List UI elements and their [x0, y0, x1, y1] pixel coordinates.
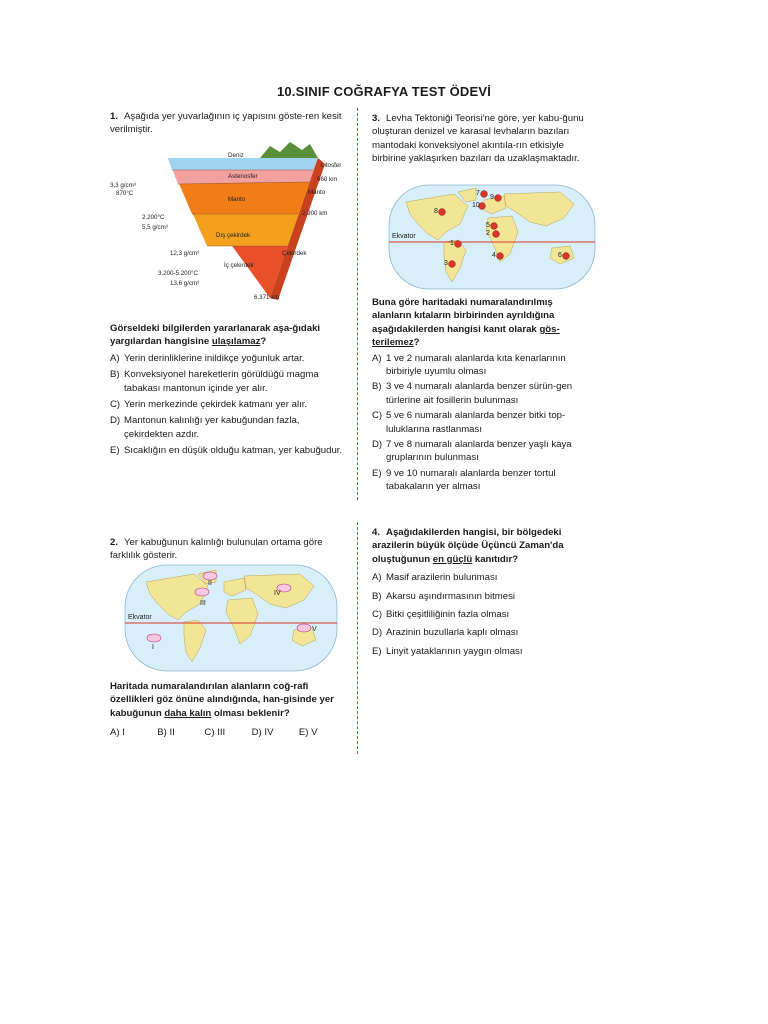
answer-option-letter: A)	[110, 352, 120, 364]
question-2-prompt: Haritada numaralandırılan alanların coğ-rafi özellikleri göz önüne alındığında, han-gisinde yer kabuğunun daha kalın olması beklenir?	[110, 681, 334, 719]
answer-option-text: 7 ve 8 numaralı alanlarda benzer yaşlı kaya gruplarının bulunması	[386, 439, 572, 464]
answer-option[interactable]	[372, 467, 594, 494]
map-number-2: 2	[486, 230, 490, 237]
answer-option-text: Yerin merkezinde çekirdek katmanı yer alır.	[124, 399, 308, 411]
question-3-body	[372, 296, 594, 494]
answer-option-letter: E)	[372, 467, 382, 479]
label-manto: Manto	[228, 196, 246, 203]
map-number-10: 10	[472, 202, 480, 209]
map-number-1: 1	[450, 240, 454, 247]
map-number-9: 9	[490, 194, 494, 201]
question-2-body	[110, 680, 346, 740]
label-manto-side: Manto	[308, 189, 326, 196]
label-temp-1: 870°C	[116, 190, 134, 197]
question-2-options	[110, 726, 346, 739]
answer-option-letter: C)	[372, 410, 383, 422]
answer-option-text: Konveksiyonel hareketlerin görüldüğü magma tabakası mantonun içinde yer alır.	[124, 369, 319, 394]
question-4	[372, 526, 594, 658]
answer-option-text: Linyit yataklarının yaygın olması	[386, 645, 523, 657]
answer-option-letter: D)	[372, 627, 383, 639]
answer-option[interactable]: C) III	[204, 727, 226, 739]
page-title: 10.SINIF COĞRAFYA TEST ÖDEVİ	[276, 84, 492, 99]
label-cekirdek: Çekirdek	[282, 250, 307, 257]
answer-option[interactable]	[372, 438, 594, 465]
map-label-v: V	[312, 626, 317, 633]
question-3-prompt: Buna göre haritadaki numaralandırılmış alanların kıtaların birbirinden ayrıldığına aşağıdakilerden hangisi kanıt olarak gös-terilemez?	[372, 297, 560, 349]
answer-option[interactable]	[110, 414, 348, 441]
answer-option[interactable]	[372, 571, 594, 584]
answer-option-letter: E)	[110, 445, 120, 457]
answer-option-text: Mantonun kalınlığı yer kabuğundan fazla, çekirdekten azdır.	[124, 415, 300, 440]
map-label-i: I	[152, 644, 154, 651]
answer-option[interactable]: B) II	[157, 727, 175, 739]
answer-option-letter: B)	[372, 381, 382, 393]
earth-layers-svg	[110, 138, 350, 304]
label-ic-cekirdek: İç çekirdek	[224, 262, 254, 269]
answer-option-letter: A)	[372, 352, 382, 364]
answer-option-letter: B)	[110, 369, 120, 381]
question-3	[372, 112, 594, 166]
label-density-1: 3,3 g/cm³	[110, 182, 136, 189]
answer-option-text: 3 ve 4 numaralı alanlarda benzer sürün-gen türlerine ait fosillerin bulunması	[386, 381, 573, 406]
question-number: 3.	[372, 113, 381, 124]
equator-label: Ekvator	[392, 233, 416, 240]
answer-option-text: 1 ve 2 numaralı alanlarda kıta kenarlarının birbiriyle uyumlu olması	[386, 352, 566, 378]
answer-option[interactable]	[372, 409, 594, 436]
answer-option-letter: A)	[372, 572, 382, 584]
map-label-iv: IV	[274, 590, 281, 597]
label-6371-km: 6.371 km	[254, 294, 280, 301]
question-2	[110, 536, 346, 563]
label-astenosfer: Astenosfer	[228, 173, 258, 180]
label-litosfer: Litosfer	[321, 162, 342, 169]
label-deniz: Deniz	[228, 152, 244, 159]
answer-option-text: 9 ve 10 numaralı alanlarda benzer tortul tabakaların yer alması	[386, 467, 556, 493]
label-dis-cekirdek: Dış çekirdek	[216, 232, 251, 239]
answer-option-text: Sıcaklığın en düşük olduğu katman, yer kabuğudur.	[124, 445, 343, 457]
crust-thickness-map	[124, 564, 338, 672]
question-1-prompt: Görseldeki bilgilerden yararlanarak aşa-ğıdaki yargılardan hangisine ulaşılamaz?	[110, 323, 321, 348]
plate-tectonics-map	[388, 184, 596, 290]
question-1-stem: 1. Aşağıda yer yuvarlağının iç yapısını göste-ren kesit verilmiştir.	[110, 111, 342, 136]
question-1	[110, 110, 346, 137]
equator-label: Ekvator	[128, 614, 152, 621]
answer-option-letter: D)	[110, 415, 121, 427]
answer-option-text: Yerin derinliklerine inildikçe yoğunluk artar.	[124, 352, 305, 364]
question-number: 1.	[110, 111, 119, 122]
question-2-stem: 2. Yer kabuğunun kalınlığı bulunulan ortama göre farklılık gösterir.	[110, 537, 323, 562]
answer-option-letter: D)	[372, 439, 383, 451]
question-1-body	[110, 322, 348, 458]
answer-option[interactable]: D) IV	[251, 727, 274, 739]
map-label-iii: III	[200, 600, 206, 607]
answer-option[interactable]	[372, 352, 594, 379]
question-3-options	[372, 352, 594, 494]
question-1-options	[110, 352, 348, 458]
world-map-svg	[124, 564, 338, 672]
label-660-km: 660 km	[317, 176, 338, 183]
question-3-stem: 3. Levha Tektoniği Teorisi'ne göre, yer kabu-ğunu oluşturan denizel ve karasal levhaların bazıları mantodaki konveksiyonel akıntıla-rın etkisiyle birbirine yaklaşırken bazıları da uzaklaşmaktadır.	[372, 113, 584, 165]
map-number-4: 4	[492, 252, 496, 259]
label-2900-km: 2.900 km	[302, 210, 328, 217]
answer-option[interactable]	[372, 380, 594, 407]
answer-option-text: 5 ve 6 numaralı alanlarda benzer bitki top-luluklarına rastlanması	[386, 410, 566, 435]
map-label-ii: II	[208, 580, 212, 587]
earth-cross-section-diagram	[110, 138, 350, 304]
map-number-6: 6	[558, 252, 562, 259]
map-number-7: 7	[476, 190, 480, 197]
answer-option-letter: C)	[372, 609, 383, 621]
answer-option-text: Masif arazilerin bulunması	[386, 572, 498, 584]
label-temp-2: 2.200°C	[142, 214, 165, 221]
answer-option[interactable]	[372, 608, 594, 621]
answer-option-letter: E)	[372, 645, 382, 657]
answer-option[interactable]	[110, 444, 348, 457]
answer-option-letter: B)	[372, 590, 382, 602]
question-number: 2.	[110, 537, 119, 548]
answer-option[interactable]: E) V	[298, 727, 318, 739]
answer-option[interactable]	[372, 645, 594, 658]
question-4-options	[372, 571, 594, 658]
map-number-5: 5	[486, 222, 490, 229]
answer-option[interactable]	[372, 590, 594, 603]
answer-option-letter: C)	[110, 399, 121, 411]
label-density-4: 13,6 g/cm³	[170, 280, 200, 287]
answer-option[interactable]: A) I	[110, 727, 125, 739]
label-density-2: 5,5 g/cm³	[142, 224, 168, 231]
answer-option-text: Arazinin buzullarla kaplı olması	[386, 627, 519, 639]
answer-option[interactable]	[110, 352, 348, 365]
column-divider-bottom	[357, 522, 358, 754]
label-density-3: 12,3 g/cm³	[170, 250, 200, 257]
question-4-stem: 4. Aşağıdakilerden hangisi, bir bölgedeki arazilerin büyük ölçüde Üçüncü Zaman'da oluştuğunun en güçlü kanıtıdır?	[372, 527, 564, 565]
label-temp-3: 3.200-5.200°C	[158, 270, 198, 277]
question-number: 4.	[372, 527, 381, 538]
answer-option-text: Bitki çeşitliliğinin fazla olması	[386, 609, 510, 621]
answer-option[interactable]	[110, 368, 348, 395]
column-divider-top	[357, 108, 358, 500]
answer-option[interactable]	[372, 626, 594, 639]
answer-option-text: Akarsu aşındırmasının bitmesi	[386, 590, 516, 602]
map-number-3: 3	[444, 260, 448, 267]
answer-option[interactable]	[110, 398, 348, 411]
map-number-8: 8	[434, 208, 438, 215]
